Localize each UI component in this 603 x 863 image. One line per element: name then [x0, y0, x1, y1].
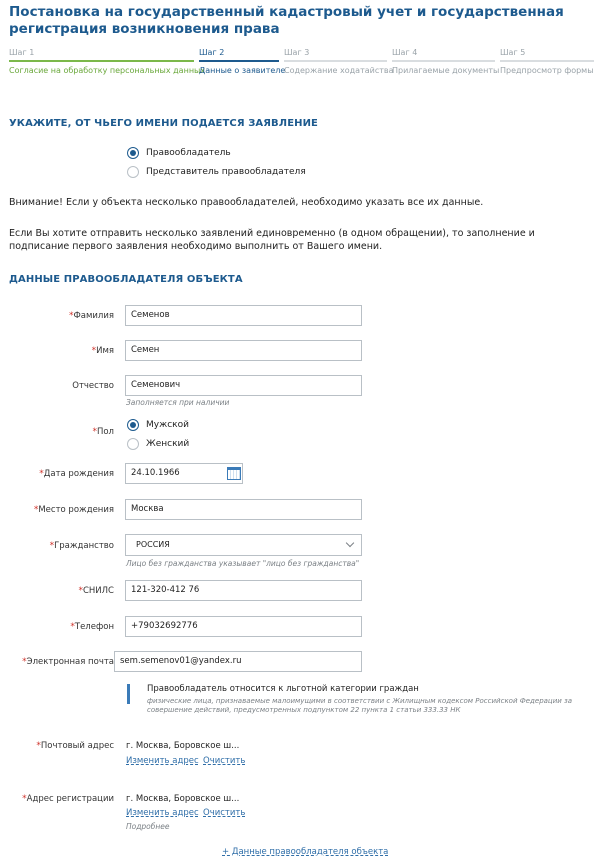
calendar-icon[interactable]: [227, 467, 241, 480]
registration-clear-link[interactable]: Очистить: [203, 808, 246, 818]
applicant-representative-label[interactable]: Представитель правообладателя: [146, 167, 306, 177]
step-4-number: Шаг 4: [392, 48, 418, 57]
benefit-title[interactable]: Правообладатель относится к льготной категории граждан: [147, 684, 419, 694]
registration-address-value: г. Москва, Боровское ш...: [126, 794, 240, 804]
step-1-bar: [9, 60, 194, 62]
postal-address-value: г. Москва, Боровское ш...: [126, 741, 240, 751]
required-mark: *: [22, 657, 27, 667]
applicant-owner-label[interactable]: Правообладатель: [146, 148, 231, 158]
step-3-label: Содержание ходатайства: [284, 66, 394, 75]
step-1-label[interactable]: Согласие на обработку персональных данных: [9, 66, 206, 75]
benefit-checkbox[interactable]: [127, 684, 130, 704]
patronymic-hint: Заполняется при наличии: [126, 398, 230, 407]
required-mark: *: [36, 741, 41, 751]
name-input[interactable]: Семен: [125, 340, 362, 361]
benefit-description: физические лица, признаваемые малоимущими в соответствии с Жилищным кодексом Российской Федерации за совершение действий, предусмотренных подпунктом 22 пункта 1 статьи 333.33 НК: [147, 697, 573, 714]
gender-female-radio[interactable]: [127, 438, 139, 450]
required-mark: *: [33, 505, 39, 515]
applicant-section-title: УКАЖИТЕ, ОТ ЧЬЕГО ИМЕНИ ПОДАЕТСЯ ЗАЯВЛЕНИЕ: [9, 118, 318, 129]
step-2-label[interactable]: Данные о заявителе: [199, 66, 286, 75]
step-4-bar: [392, 60, 495, 62]
step-4-label: Прилагаемые документы: [392, 66, 500, 75]
registration-more[interactable]: Подробнее: [126, 822, 170, 831]
birth-place-label: *Место рождения: [33, 505, 114, 515]
registration-address-label: *Адрес регистрации: [22, 794, 114, 804]
patronymic-input[interactable]: Семенович: [125, 375, 362, 396]
surname-label: *Фамилия: [68, 311, 114, 321]
required-mark: *: [22, 794, 27, 804]
snils-label: *СНИЛС: [78, 586, 114, 596]
warning-notice: Внимание! Если у объекта несколько правообладателей, необходимо указать все их данные.: [9, 197, 484, 208]
email-input[interactable]: sem.semenov01@yandex.ru: [114, 651, 362, 672]
surname-input[interactable]: Семенов: [125, 305, 362, 326]
required-mark: *: [78, 586, 83, 596]
required-mark: *: [39, 469, 44, 479]
birth-date-input[interactable]: 24.10.1966: [125, 463, 243, 484]
birth-date-label: *Дата рождения: [39, 469, 114, 479]
multiple-notice: Если Вы хотите отправить несколько заявлений единовременно (в одном обращении), то заполнение и подписание первого заявления необходимо выполнить от Вашего имени.: [9, 228, 535, 252]
add-owner-link[interactable]: + Данные правообладателя объекта: [222, 847, 389, 857]
postal-clear-link[interactable]: Очистить: [203, 756, 246, 766]
step-5-label: Предпросмотр формы: [500, 66, 594, 75]
citizenship-select[interactable]: РОССИЯ: [125, 534, 362, 556]
postal-change-link[interactable]: Изменить адрес: [126, 756, 199, 766]
birth-place-input[interactable]: Москва: [125, 499, 362, 520]
gender-female-label[interactable]: Женский: [146, 439, 190, 449]
applicant-representative-radio[interactable]: [127, 166, 139, 178]
applicant-owner-radio[interactable]: [127, 147, 139, 159]
step-1-number: Шаг 1: [9, 48, 35, 57]
email-label: *Электронная почта: [22, 657, 114, 667]
step-3-number: Шаг 3: [284, 48, 310, 57]
postal-address-label: *Почтовый адрес: [36, 741, 114, 751]
owner-section-title: ДАННЫЕ ПРАВООБЛАДАТЕЛЯ ОБЪЕКТА: [9, 274, 243, 285]
step-5-bar: [500, 60, 594, 62]
gender-male-radio[interactable]: [127, 419, 139, 431]
gender-male-label[interactable]: Мужской: [146, 420, 189, 430]
required-mark: *: [70, 622, 75, 632]
name-label: *Имя: [91, 346, 114, 356]
step-5-number: Шаг 5: [500, 48, 526, 57]
phone-label: *Телефон: [70, 622, 114, 632]
snils-input[interactable]: 121-320-412 76: [125, 580, 362, 601]
required-mark: *: [92, 427, 97, 437]
step-2-number: Шаг 2: [199, 48, 225, 57]
page-title: Постановка на государственный кадастровый учет и государственная регистрация возникновения права: [9, 4, 564, 37]
citizenship-label: *Гражданство: [49, 541, 114, 551]
gender-label: *Пол: [92, 427, 114, 437]
required-mark: *: [91, 346, 97, 356]
patronymic-label: Отчество: [72, 381, 114, 391]
registration-change-link[interactable]: Изменить адрес: [126, 808, 199, 818]
step-3-bar: [284, 60, 387, 62]
phone-input[interactable]: +79032692776: [125, 616, 362, 637]
required-mark: *: [68, 311, 74, 321]
required-mark: *: [49, 541, 55, 551]
step-2-bar: [199, 60, 279, 62]
citizenship-hint: Лицо без гражданства указывает "лицо без гражданства": [126, 559, 360, 568]
